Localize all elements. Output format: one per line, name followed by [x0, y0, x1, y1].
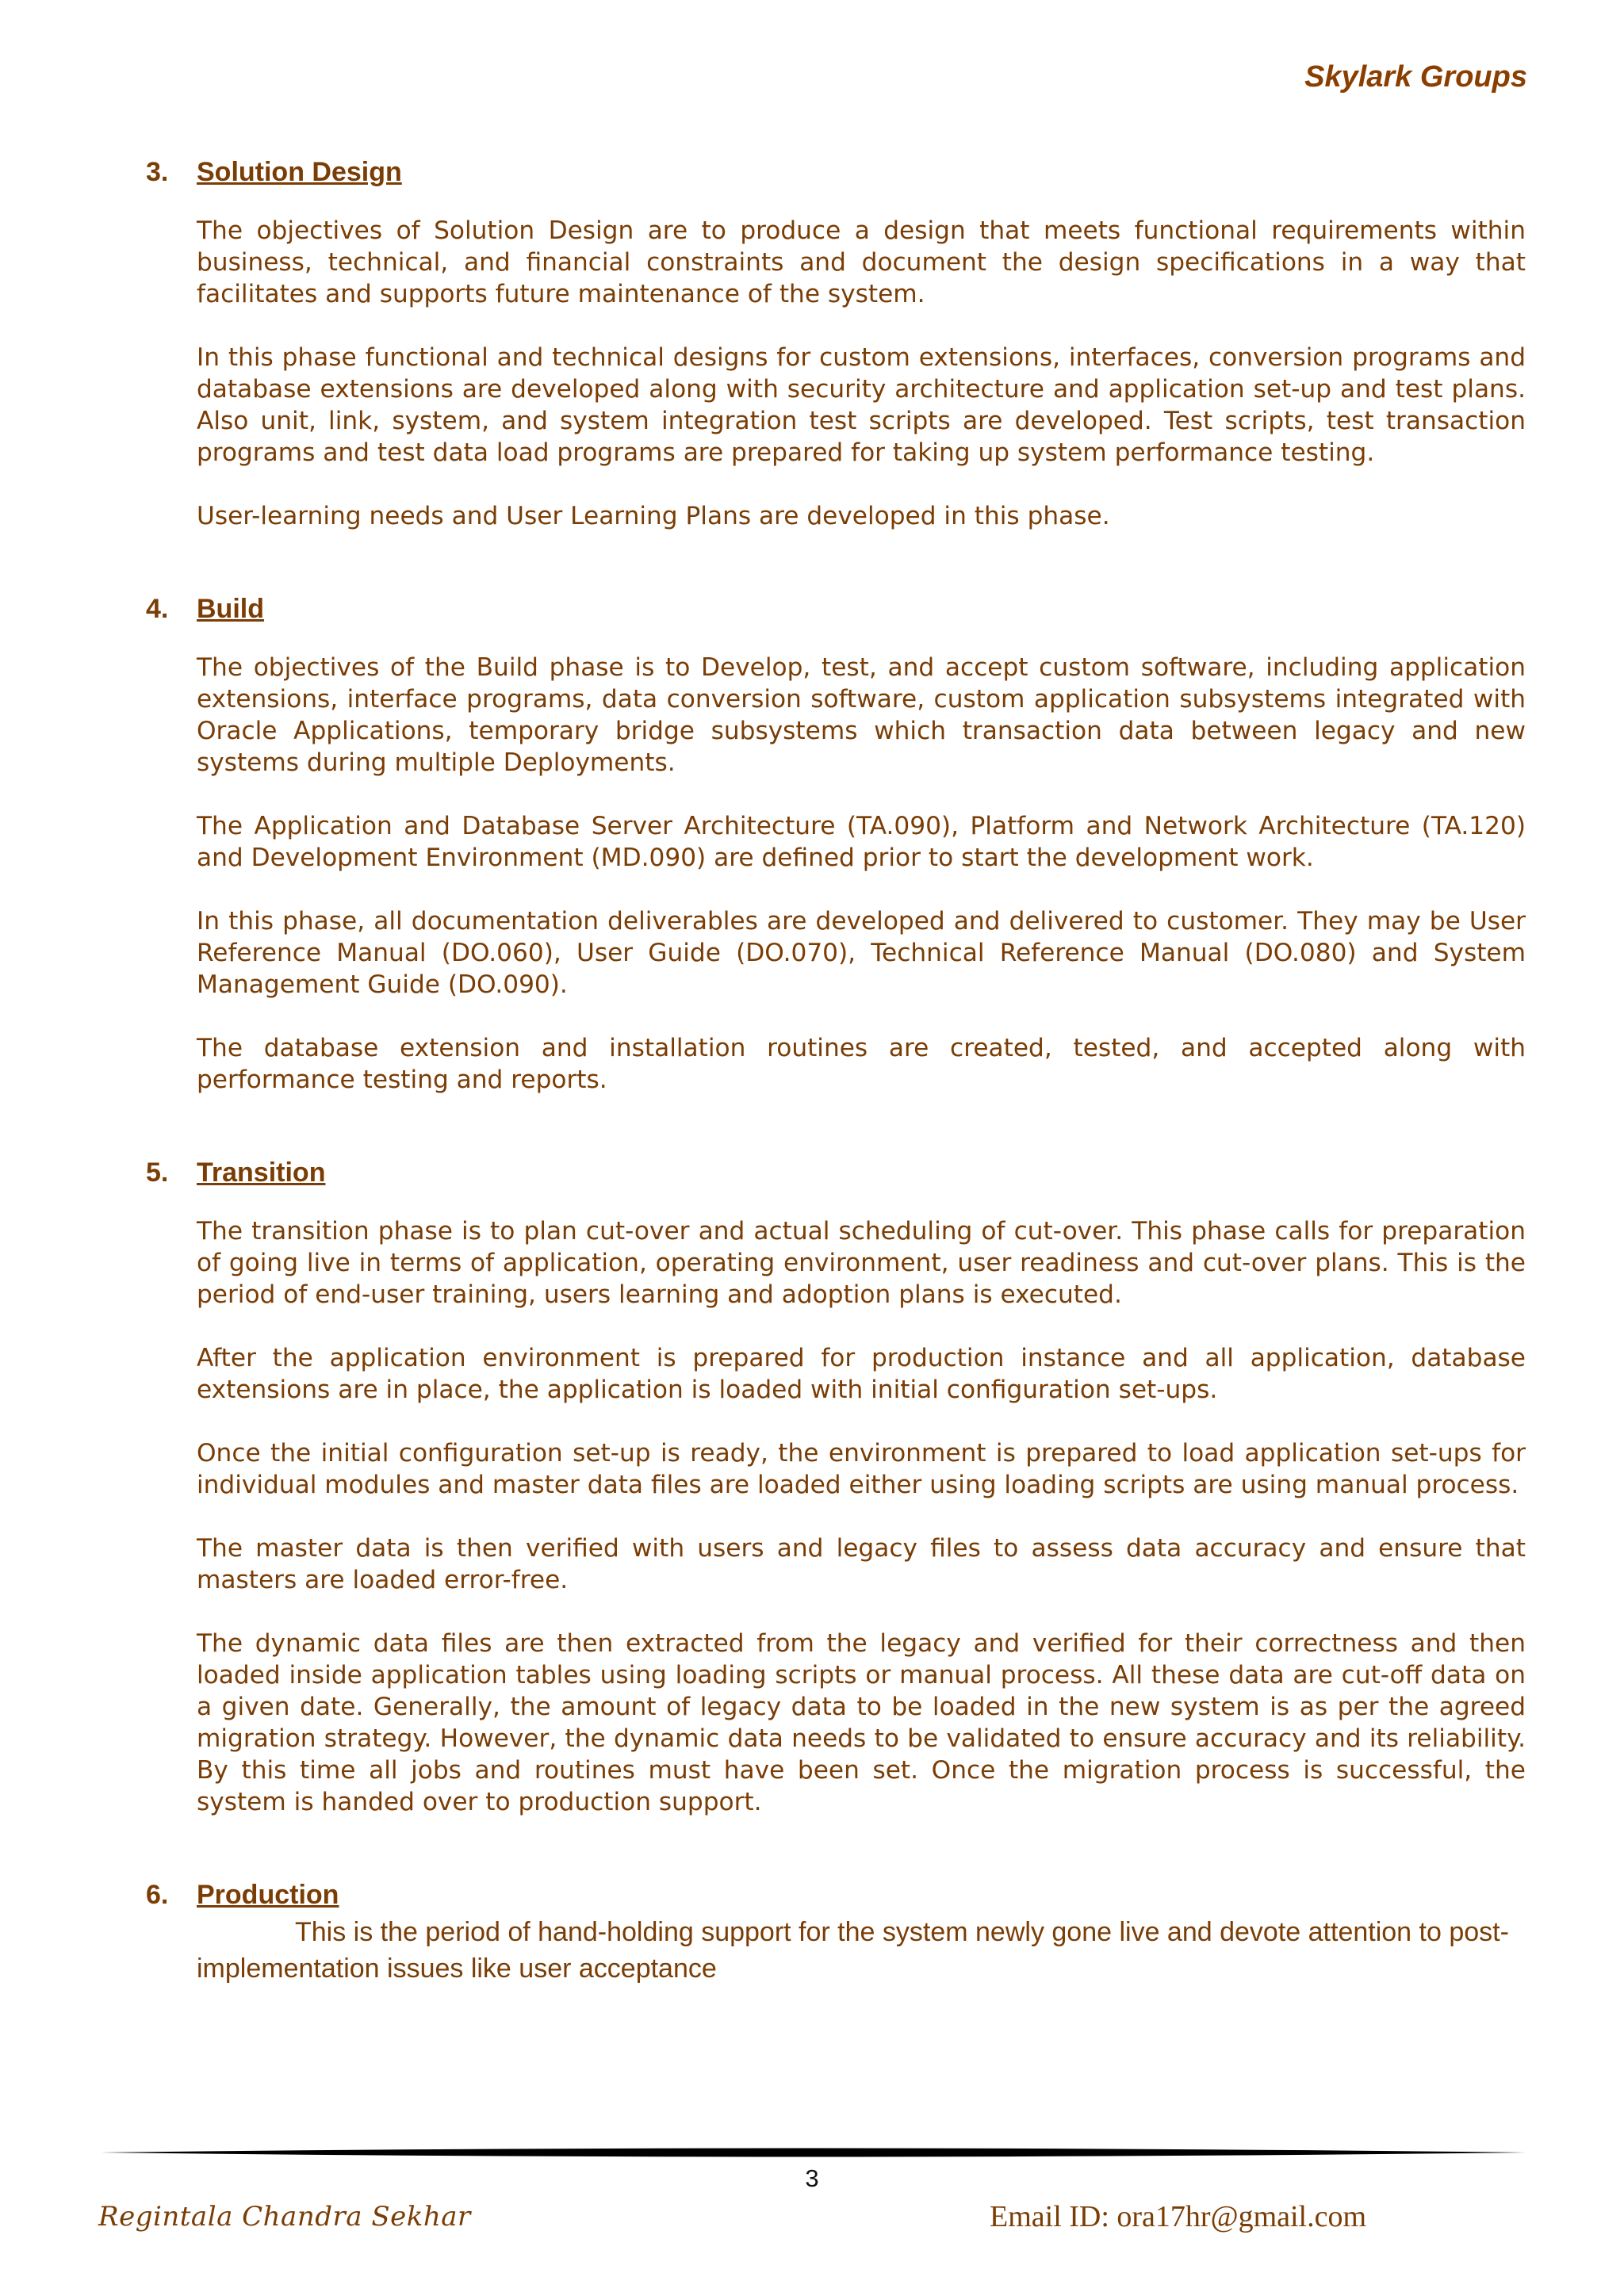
paragraph: This is the period of hand-holding support for the system newly gone live and devote attention to post-implementation issues like user acceptance [197, 1917, 1509, 1984]
section-title: Production [197, 1880, 339, 1910]
section-heading [146, 594, 1526, 625]
section-title: Transition [197, 1158, 326, 1188]
paragraph: In this phase functional and technical designs for custom extensions, interfaces, conversion programs and database extensions are developed along with security architecture and application set-up and test plans. Also unit, link, system, and system integration test scripts are developed. Test scripts, test transaction programs and test data load programs are prepared for taking up system performance testing. [197, 343, 1526, 467]
section-body [197, 1215, 1526, 1818]
paragraph: The Application and Database Server Architecture (TA.090), Platform and Network Architecture (TA.120) and Development Environment (MD.090) are defined prior to start the development work. [197, 812, 1526, 872]
section-body [197, 652, 1526, 1096]
section-body [197, 1914, 1526, 1987]
page-number: 3 [805, 2164, 819, 2192]
author-signature: Regintala Chandra Sekhar [98, 2201, 471, 2233]
section-body [197, 215, 1526, 532]
section-heading [146, 1880, 1526, 1911]
section-solution-design [146, 157, 1526, 532]
paragraph: The objectives of Solution Design are to produce a design that meets functional requirements within business, technical, and financial constraints and document the design specifications in a way that facilitates and supports future maintenance of the system. [197, 216, 1526, 308]
section-title: Solution Design [197, 157, 402, 187]
paragraph: The transition phase is to plan cut-over and actual scheduling of cut-over. This phase calls for preparation of going live in terms of application, operating environment, user readiness and cut-over plans. This is the period of end-user training, users learning and adoption plans is executed. [197, 1217, 1526, 1309]
paragraph: In this phase, all documentation deliverables are developed and delivered to customer. They may be User Reference Manual (DO.060), User Guide (DO.070), Technical Reference Manual (DO.080) and System Management Guide (DO.090). [197, 907, 1526, 999]
section-heading [146, 157, 1526, 188]
section-heading [146, 1158, 1526, 1188]
section-title: Build [197, 594, 264, 624]
section-production [146, 1880, 1526, 1987]
section-number: 6. [146, 1880, 169, 1910]
paragraph: Once the initial configuration set-up is ready, the environment is prepared to load application set-ups for individual modules and master data files are loaded either using loading scripts are using manual process. [197, 1439, 1526, 1499]
paragraph: The master data is then verified with users and legacy files to assess data accuracy and ensure that masters are loaded error-free. [197, 1534, 1526, 1594]
section-number: 3. [146, 157, 169, 187]
header-brand: Skylark Groups [1304, 60, 1527, 94]
section-build [146, 594, 1526, 1096]
paragraph: User-learning needs and User Learning Plans are developed in this phase. [197, 502, 1110, 530]
section-number: 5. [146, 1158, 169, 1188]
paragraph: The database extension and installation routines are created, tested, and accepted along with performance testing and reports. [197, 1034, 1526, 1094]
paragraph: After the application environment is prepared for production instance and all application, database extensions are in place, the application is loaded with initial configuration set-ups. [197, 1344, 1526, 1404]
paragraph: The dynamic data files are then extracted from the legacy and verified for their correctness and then loaded inside application tables using loading scripts or manual process. All these data are cut-off data on a given date. Generally, the amount of legacy data to be loaded in the new system is as per the agreed migration strategy. However, the dynamic data needs to be validated to ensure accuracy and its reliability. By this time all jobs and routines must have been set. Once the migration process is successful, the system is handed over to production support. [197, 1629, 1526, 1816]
author-email: Email ID: ora17hr@gmail.com [990, 2200, 1367, 2233]
section-number: 4. [146, 594, 169, 624]
footer-rule [98, 2145, 1526, 2160]
section-transition [146, 1158, 1526, 1818]
document-content [146, 157, 1526, 1987]
paragraph: The objectives of the Build phase is to Develop, test, and accept custom software, including application extensions, interface programs, data conversion software, custom application subsystems integrated with Oracle Applications, temporary bridge subsystems which transaction data between legacy and new systems during multiple Deployments. [197, 653, 1526, 777]
